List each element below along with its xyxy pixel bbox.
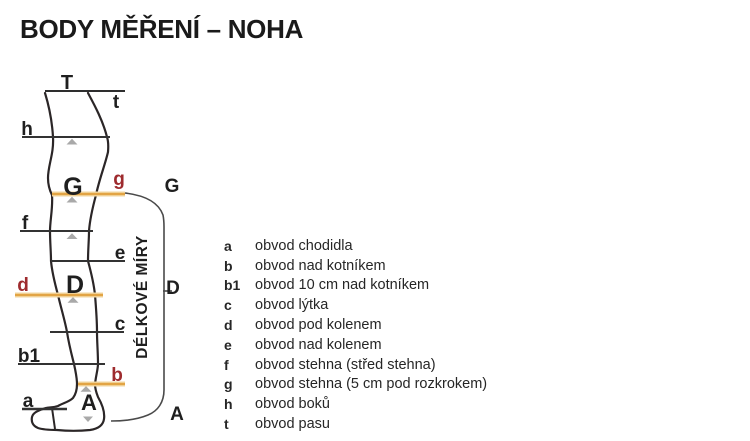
legend-row-h <box>224 394 487 414</box>
measurement-legend <box>224 236 487 434</box>
legend-key: h <box>224 396 233 413</box>
label-b1: b1 <box>17 346 41 367</box>
legend-label: obvod pasu <box>255 416 330 433</box>
legend-row-b <box>224 256 487 276</box>
bracket-label-D: D <box>166 278 180 299</box>
legend-key: b <box>224 257 233 274</box>
legend-row-f <box>224 355 487 375</box>
legend-label: obvod pod kolenem <box>255 317 382 334</box>
label-A: A <box>81 390 97 415</box>
label-t: t <box>112 92 120 113</box>
label-c: c <box>114 314 126 335</box>
label-d: d <box>17 275 29 296</box>
legend-row-b1 <box>224 276 487 296</box>
legend-key: a <box>224 237 232 254</box>
legend-row-e <box>224 335 487 355</box>
label-a: a <box>22 391 34 412</box>
toe-seam-line <box>52 408 55 429</box>
length-measures-title: DÉLKOVÉ MÍRY <box>134 235 151 359</box>
legend-row-g <box>224 375 487 395</box>
label-G: G <box>63 173 83 201</box>
legend-key: b1 <box>224 277 241 294</box>
triangle-marker-h <box>67 139 78 145</box>
legend-label: obvod stehna (střed stehna) <box>255 356 436 373</box>
legend-label: obvod stehna (5 cm pod rozkrokem) <box>255 376 488 393</box>
label-g: g <box>113 169 125 190</box>
label-e: e <box>114 243 126 264</box>
legend-label: obvod chodidla <box>255 237 353 254</box>
leg-measurement-diagram <box>0 60 200 441</box>
legend-label: obvod lýtka <box>255 297 329 314</box>
legend-key: c <box>224 297 232 314</box>
legend-label: obvod nad kotníkem <box>255 257 386 274</box>
legend-row-d <box>224 315 487 335</box>
bracket-label-G: G <box>164 176 180 197</box>
label-D: D <box>65 271 85 299</box>
legend-key: d <box>224 317 233 334</box>
label-f: f <box>21 213 29 234</box>
page-title: BODY MĚŘENÍ – NOHA <box>20 14 304 44</box>
legend-key: f <box>224 356 229 373</box>
label-h: h <box>21 119 33 140</box>
legend-label: obvod 10 cm nad kotníkem <box>255 277 430 294</box>
legend-key: g <box>224 376 233 393</box>
legend-label: obvod nad kolenem <box>255 336 382 353</box>
triangle-marker-A <box>83 417 93 423</box>
legend-label: obvod boků <box>255 396 330 413</box>
legend-row-c <box>224 295 487 315</box>
label-T: T <box>60 72 74 94</box>
legend-key: t <box>224 416 229 433</box>
bracket-label-A: A <box>170 404 184 425</box>
legend-row-t <box>224 414 487 434</box>
legend-key: e <box>224 336 232 353</box>
triangle-marker-f <box>67 233 78 239</box>
legend-row-a <box>224 236 487 256</box>
label-b: b <box>111 365 123 386</box>
